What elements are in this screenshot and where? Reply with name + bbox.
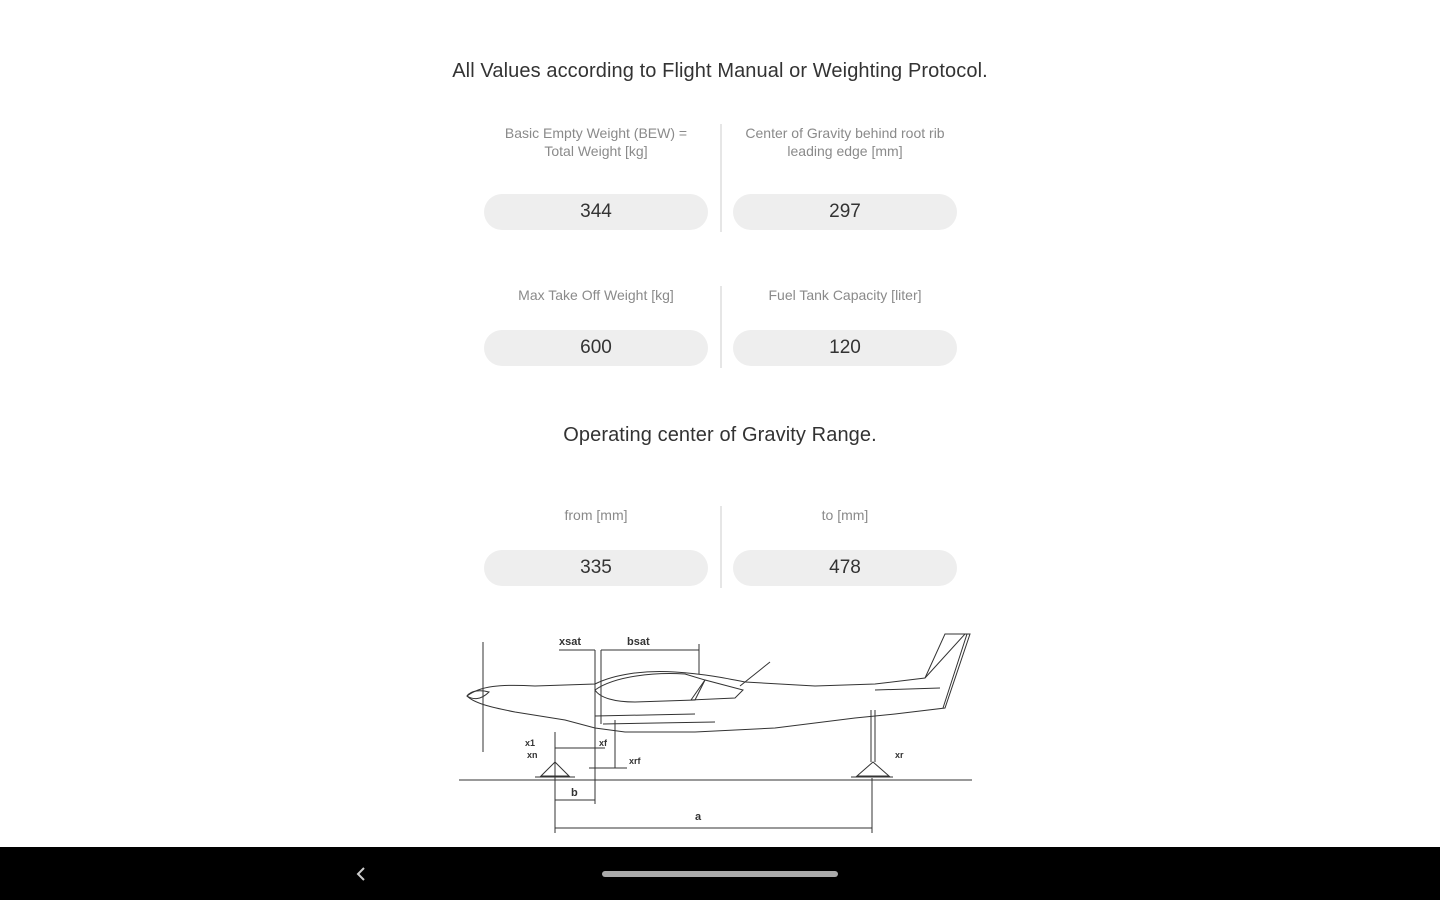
label-xrf: xrf <box>629 756 641 766</box>
label-a: a <box>695 811 702 823</box>
label-b: b <box>571 787 578 799</box>
back-button[interactable] <box>344 857 378 891</box>
label-x1: x1 <box>525 738 536 748</box>
system-navigation-bar <box>0 847 1440 900</box>
fuel-capacity-label: Fuel Tank Capacity [liter] <box>768 287 922 303</box>
fuselage-outline <box>467 634 970 732</box>
column-divider <box>720 506 722 588</box>
label-bsat: bsat <box>627 636 650 648</box>
cg-behind-root-group <box>733 124 957 234</box>
column-divider <box>720 286 722 368</box>
row-weight-cg <box>484 124 958 234</box>
page-title: All Values according to Flight Manual or Weighting Protocol. <box>452 60 988 82</box>
home-handle[interactable] <box>602 871 838 877</box>
bew-group <box>484 124 708 234</box>
mtow-label: Max Take Off Weight [kg] <box>518 287 674 303</box>
cg-from-label: from [mm] <box>564 507 628 523</box>
mtow-input[interactable] <box>484 330 708 366</box>
cg-to-label: to [mm] <box>821 507 869 523</box>
cg-to-input[interactable] <box>733 550 957 586</box>
fuel-capacity-input[interactable] <box>733 330 957 366</box>
aircraft-weighing-diagram <box>455 628 975 838</box>
cg-behind-root-label: Center of Gravity behind root rib leading edge [mm] <box>745 125 945 159</box>
cg-to-group <box>733 506 957 590</box>
row-cg-range <box>484 506 958 590</box>
label-xr: xr <box>895 750 904 760</box>
label-xsat: xsat <box>559 636 582 648</box>
cg-from-group <box>484 506 708 590</box>
rear-scale <box>857 762 889 776</box>
fuel-capacity-group <box>733 286 957 370</box>
row-mtow-fuel <box>484 286 958 370</box>
chevron-left-icon <box>354 865 368 883</box>
cg-behind-root-input[interactable] <box>733 194 957 230</box>
propeller <box>467 691 489 699</box>
mtow-group <box>484 286 708 370</box>
bew-label: Basic Empty Weight (BEW) = Total Weight [kg] <box>504 125 688 159</box>
label-xf: xf <box>599 738 608 748</box>
cg-from-input[interactable] <box>484 550 708 586</box>
column-divider <box>720 124 722 232</box>
label-xn: xn <box>527 750 538 760</box>
bew-input[interactable] <box>484 194 708 230</box>
cg-range-title: Operating center of Gravity Range. <box>563 424 877 446</box>
